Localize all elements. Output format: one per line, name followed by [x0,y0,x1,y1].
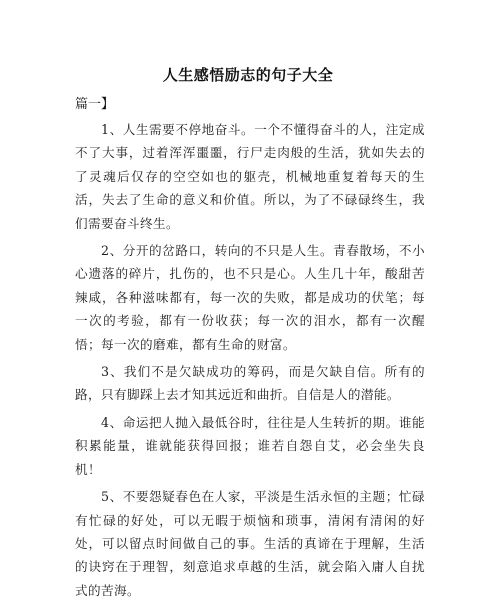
document-body [75,118,425,606]
paragraph-4: 4、命运把人抛入最低谷时，往往是人生转折的期。谁能积累能量，谁就能获得回报；谁若自怨自艾，必会坐失良机！ [75,414,425,477]
section-heading: 篇一】 [75,97,115,112]
paragraph-3: 3、我们不是欠缺成功的筹码，而是欠缺自信。所有的路，只有脚踩上去才知其远近和曲折。自信是人的潜能。 [75,364,425,403]
document-title: 人生感悟励志的句子大全 [162,66,334,84]
paragraph-5: 5、不要怨疑春色在人家，平淡是生活永恒的主题；忙碌有忙碌的好处，可以无暇于烦恼和琐事，清闲有清闲的好处，可以留点时间做自己的事。生活的真谛在于理解，生活的诀窍在于理智，刻意追求卓越的生活，就会陷入庸人自扰式的苦海。 [75,489,425,598]
paragraph-2: 2、分开的岔路口，转向的不只是人生。青春散场，不小心遗落的碎片，扎伤的，也不只是心。人生几十年，酸甜苦辣咸，各种滋味都有，每一次的失败，都是成功的伏笔；每一次的考验，都有一份收获；每一次的泪水，都有一次醒悟；每一次的磨难，都有生命的财富。 [75,243,425,352]
paragraph-1: 1、人生需要不停地奋斗。一个不懂得奋斗的人，注定成不了大事，过着浑浑噩噩，行尸走肉般的生活，犹如失去的了灵魂后仅存的空空如也的躯壳，机械地重复着每天的生活，失去了生命的意义和价值。所以，为了不碌碌终生，我们需要奋斗终生。 [75,122,425,231]
